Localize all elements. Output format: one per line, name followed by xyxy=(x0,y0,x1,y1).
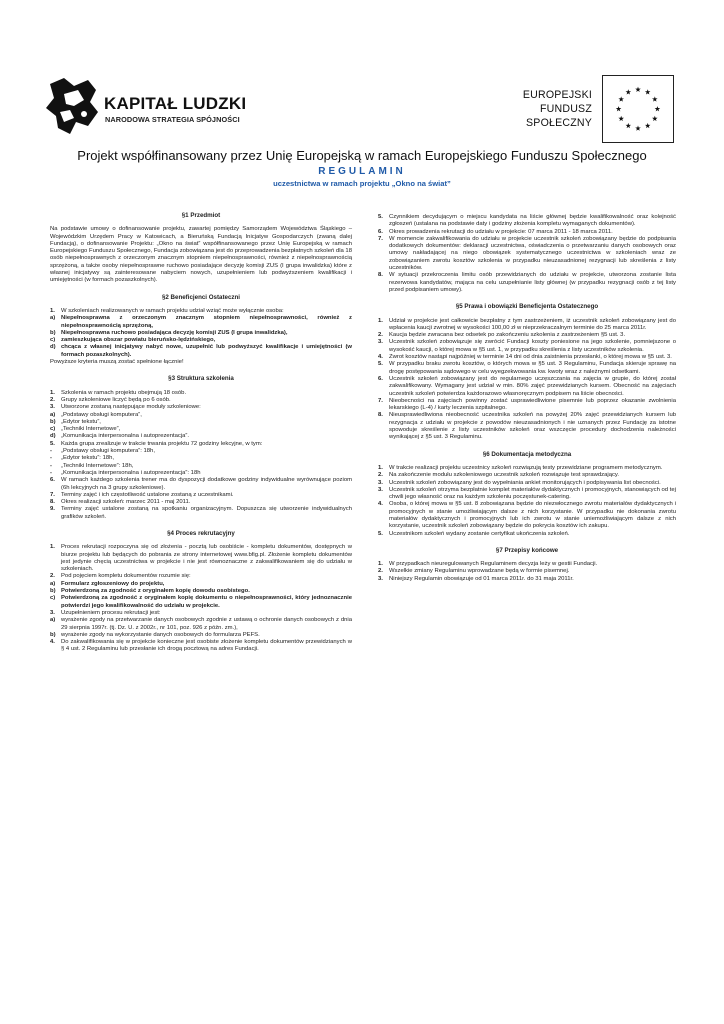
list-item-number: 5. xyxy=(378,214,383,220)
list-item-number: 1. xyxy=(50,544,55,551)
list-item-number: 6. xyxy=(50,477,55,484)
list-item-text: Potwierdzoną za zgodność z oryginałem kopię dokumentu o niepełnosprawności, który jednoznacznie potwierdzi jego kwalifikowalność do udziału w projekcie. xyxy=(61,595,352,609)
kapital-ludzki-subtitle: NARODOWA STRATEGIA SPÓJNOŚCI xyxy=(105,115,240,124)
list-item xyxy=(50,337,352,344)
list-item-number: b) xyxy=(50,588,56,595)
list-item xyxy=(378,465,676,472)
section-2-list xyxy=(50,308,352,359)
list-item xyxy=(50,390,352,397)
list-item-text: Uzupełnieniem procesu rekrutacji jest: xyxy=(61,609,161,616)
list-item xyxy=(50,412,352,419)
list-item xyxy=(50,506,352,521)
list-item xyxy=(378,272,676,294)
list-item-text: W przypadku braku zwrotu kosztów, o których mowa w §5 ust. 3 Regulaminu, Fundacja skieruje sprawę na drogę postępowania sądowego w celu wyegzekwowania kw. kwoty wraz z należnymi odsetkami. xyxy=(389,361,676,375)
list-item-number: 8. xyxy=(50,499,55,506)
list-item-number: 1. xyxy=(50,389,55,396)
list-item xyxy=(50,433,352,440)
list-item-number: 3. xyxy=(50,404,55,411)
list-item-number: 2. xyxy=(378,472,383,479)
list-item-number: a) xyxy=(50,315,56,322)
eu-star-icon xyxy=(626,89,632,94)
list-item-text: W trakcie realizacji projektu uczestnicy szkoleń rozwiązują testy przewidziane programem metodycznym. xyxy=(389,464,663,471)
list-item-number: 1. xyxy=(378,317,383,324)
list-item-number: 8. xyxy=(378,412,383,419)
eu-star-icon xyxy=(618,116,624,121)
list-item-text: Uczestnikom szkoleń wydany zostanie certyfikat ukończenia szkoleń. xyxy=(389,530,570,537)
list-item xyxy=(378,229,676,236)
list-item xyxy=(378,480,676,487)
list-item-number: 6. xyxy=(378,228,383,235)
list-item xyxy=(50,588,352,595)
list-item-text: Utworzone zostaną następujące moduły szkoleniowe: xyxy=(61,404,201,411)
list-item-text: wyrażenie zgody na wykorzystanie danych osobowych do formularza PEFS. xyxy=(61,631,260,638)
list-item-text: Okres prowadzenia rekrutacji do udziału w projekcie: 07 marca 2011 - 18 marca 2011. xyxy=(389,228,613,235)
section-title-2: §2 Beneficjenci Ostateczni xyxy=(161,293,241,301)
list-item xyxy=(378,531,676,538)
list-item-text: Do zakwalifikowania się w projekcie konieczne jest osobiste złożenie kompletu dokumentów przewidzianych w § 4 ust. 2 Regulaminu lub przesłanie ich drogą pocztową na adres Fundacji. xyxy=(61,639,352,653)
list-item-text: zamieszkująca obszar powiatu bieruńsko-lędzińskiego, xyxy=(61,337,216,344)
section-title-4: §4 Proces rekrutacyjny xyxy=(167,529,235,537)
list-item xyxy=(378,568,676,575)
eu-star-icon xyxy=(652,116,658,121)
list-item xyxy=(50,308,352,315)
list-item xyxy=(50,330,352,337)
list-item-number: c) xyxy=(50,595,56,602)
eu-star-icon xyxy=(635,126,641,131)
list-item-text: Potwierdzoną za zgodność z oryginałem kopię dowodu osobistego. xyxy=(61,588,250,595)
list-item xyxy=(50,441,352,448)
eu-star-icon xyxy=(652,96,658,101)
list-item xyxy=(378,398,676,413)
eu-star-icon xyxy=(645,123,651,128)
left-column xyxy=(50,212,352,654)
list-item-text: Proces rekrutacji rozpoczyna się od złożenia - pocztą lub osobiście - kompletu dokumentów, dostępnych w biurze projektu lub będących do pobrania ze strony internetowej www.bfig.pl. Złożenie kompletu dokumentów jest jedynie chęcią uczestnictwa w projekcie i nie jest równoznaczne z zakwalifikowaniem się do udziału w szkoleniach. xyxy=(61,544,352,573)
list-item xyxy=(50,492,352,499)
list-item-number: 3. xyxy=(378,339,383,346)
list-item-number: b) xyxy=(50,418,56,425)
list-item xyxy=(378,236,676,272)
list-item-text: wyrażenie zgody na przetwarzanie danych osobowych zgodnie z ustawą o ochronie danych osobowych z dnia 29 sierpnia 1997r. (tj. Dz. U. z 2002r., nr 101, poz. 926 z późn. zm.), xyxy=(61,617,352,631)
section-7-list xyxy=(378,561,676,583)
list-item-number: c) xyxy=(50,426,56,433)
list-item xyxy=(378,339,676,354)
list-item-number: a) xyxy=(50,580,56,587)
eu-flag-icon xyxy=(602,75,674,143)
list-item xyxy=(50,632,352,639)
list-item-text: „Podstawy obsługi komputera”: 18h, xyxy=(61,448,155,455)
list-item xyxy=(50,617,352,632)
list-item-number: c) xyxy=(50,337,56,344)
efs-line-2: FUNDUSZ SPOŁECZNY xyxy=(526,103,592,129)
list-item xyxy=(378,361,676,376)
list-item-text: Okres realizacji szkoleń: marzec 2011 - maj 2011. xyxy=(61,499,191,506)
list-item-text: Nieobecności na zajęciach powinny zostać usprawiedliwione pisemnie lub poprzez okazanie zwolnienia lekarskiego (L-4) / karty leczenia szpitalnego. xyxy=(389,397,676,412)
list-item-text: „Edytor tekstu”: 18h, xyxy=(61,455,115,462)
list-item-number: 5. xyxy=(50,440,55,447)
eu-star-icon xyxy=(626,123,632,128)
list-item-number: a) xyxy=(50,617,56,624)
list-item xyxy=(378,318,676,333)
list-item-text: Na zakończenie modułu szkoleniowego uczestnik szkoleń rozwiązuje test sprawdzający. xyxy=(389,472,620,479)
list-item-text: Czynnikiem decydującym o miejscu kandydata na liście głównej będzie kwalifikowalność oraz kolejność zgłoszeń (ustalana na podstawie daty i godziny złożenia kompletu wymaganych dokumentów). xyxy=(389,214,676,228)
list-item xyxy=(50,448,352,455)
list-item-text: Osoba, o której mowa w §5 ust. 8 zobowiązana będzie do niezwłocznego zwrotu materiałów dydaktycznych i promocyjnych w stanie umożliwiającym dalsze z nich korzystanie. W przypadku nie dokonania zwrotu materiałów dydaktycznych i promocyjnych lub ich zwrotu w stanie uniemożliwiającym dalsze z nich korzystanie, uczestnik szkoleń zobowiązany będzie do pokrycia kosztów ich zakupu. xyxy=(389,501,676,530)
list-item-text: Zwrot kosztów nastąpi najpóźniej w terminie 14 dni od dnia zaistnienia przesłanki, o której mowa w §5 ust. 3. xyxy=(389,354,672,361)
list-item-number: 2. xyxy=(378,568,383,575)
section-5-list xyxy=(378,318,676,442)
list-item-number: 7. xyxy=(50,491,55,498)
list-item-text: „Techniki Internetowe”, xyxy=(61,426,121,433)
list-item-number: 7. xyxy=(378,397,383,404)
list-item xyxy=(50,499,352,506)
list-item-text: Kaucja będzie zwracana bez odsetek po zakończeniu szkolenia z zastrzeżeniem §5 ust. 3. xyxy=(389,332,626,339)
list-item xyxy=(378,487,676,502)
list-item-number: 3. xyxy=(378,575,383,582)
list-item-text: Formularz zgłoszeniowy do projektu, xyxy=(61,580,165,587)
section-6-list xyxy=(378,465,676,538)
kapital-ludzki-emblem-icon xyxy=(44,76,100,138)
eu-star-icon xyxy=(618,96,624,101)
eu-star-icon xyxy=(616,106,622,111)
list-item-text: W przypadkach nieuregulowanych Regulaminem decyzja leży w gestii Fundacji. xyxy=(389,561,598,568)
list-item xyxy=(50,595,352,610)
list-item xyxy=(50,639,352,654)
list-item-text: Uczestnik szkoleń zobowiązany jest do regularnego uczęszczania na zajęcia w grupie, do której został zakwalifikowany. Wymagany jest udział w min. 80% zajęć przewidzianych kursem. Obecność na zajęciach uczestnik szkoleń potwierdza każdorazowo własnoręcznym podpisem na liście obecności. xyxy=(389,375,676,397)
list-item-number: 1. xyxy=(378,561,383,568)
section-2-footer: Powyższe kryteria muszą zostać spełnione łącznie! xyxy=(50,359,184,366)
list-item xyxy=(378,576,676,583)
efs-logo xyxy=(506,75,674,143)
list-item-text: W sytuacji przekroczenia limitu osób przewidzianych do udziału w projekcie, utworzona zostanie lista rezerwowa kandydatów, mająca na celu uzupełnianie listy głównej (w przypadku rezygnacji osób z tej listy przed podpisaniem umowy). xyxy=(389,272,676,293)
list-item xyxy=(378,501,676,530)
list-item xyxy=(378,214,676,229)
kapital-ludzki-title: KAPITAŁ LUDZKI xyxy=(104,94,247,113)
list-item-number: b) xyxy=(50,329,56,336)
list-item-number: 2. xyxy=(378,332,383,339)
list-item xyxy=(50,581,352,588)
list-item-text: „Podstawy obsługi komputera”, xyxy=(61,411,142,418)
list-item-text: Nieusprawiedliwiona nieobecność uczestnika szkoleń na powyżej 20% zajęć przewidzianych kursem lub rezygnacja z udziału w projekcie z powodów nieuzasadnionych i nie uznanych przez Fundację za istotne spowoduje skreślenie z listy uczestników szkoleń oraz wszczęcie procedury dochodzenia należności wynikającej z §5 ust. 3 Regulaminu. xyxy=(389,412,676,441)
list-item xyxy=(50,477,352,492)
list-item xyxy=(50,573,352,580)
list-item-text: Uczestnik szkoleń zobowiązany jest do wypełniania ankiet monitorujących i podpisywania list obecności. xyxy=(389,479,661,486)
section-title-7: §7 Przepisy końcowe xyxy=(495,546,559,554)
list-item xyxy=(50,315,352,330)
list-item-number: - xyxy=(50,455,52,462)
list-item-number: 5. xyxy=(378,361,383,368)
list-item-text: Szkolenia w ramach projektu obejmują 18 osób. xyxy=(61,389,187,396)
list-item xyxy=(50,426,352,433)
list-item-number: b) xyxy=(50,631,56,638)
eu-star-icon xyxy=(635,87,641,92)
list-item-number: 9. xyxy=(50,506,55,513)
list-item-number: 1. xyxy=(378,464,383,471)
list-item-text: Terminy zajęć i ich częstotliwość ustalone zostaną z uczestnikami. xyxy=(61,491,234,498)
list-item-number: 6. xyxy=(378,375,383,382)
list-item xyxy=(378,376,676,398)
list-item-text: „Edytor tekstu”, xyxy=(61,418,101,425)
list-item-number: 4. xyxy=(50,639,55,646)
section-1-text: Na podstawie umowy o dofinansowanie projektu, zawartej pomiędzy Samorządem Województwa Śląskiego – Wojewódzkim Urzędem Pracy w Katowicach, a Bieruńską Fundacją Inicjatyw Gospodarczych (zwaną dalej Fundacją), o dofinansowanie Projektu: „Okno na świat” współfinansowanego przez Unię Europejską w ramach Europejskiego Funduszu Społecznego, Fundacja zobowiązana jest do przeprowadzenia bezpłatnych szkoleń dla 18 osób niepełnosprawnych z orzeczonym znacznym stopniem niepełnosprawności, również z niepełnosprawnością sprzężoną, a także osoby niepełnosprawne ruchowo posiadające decyzję komisji ZUS (I grupa inwalidzka) które z własnej inicjatywy są zainteresowane nabyciem nowych, uzupełnieniem lub podwyższeniem kwalifikacji i umiejętności (w formach pozaszkolnych). xyxy=(50,226,352,284)
section-title-3: §3 Struktura szkolenia xyxy=(168,375,234,383)
list-item-text: Udział w projekcie jest całkowicie bezpłatny z tym zastrzeżeniem, iż uczestnik szkoleń zobowiązany jest do wpłacenia kaucji zwrotnej w wysokości 100,00 zł w nieprzekraczalnym terminie do 25 marca 2011r. xyxy=(389,317,676,331)
list-item-number: 8. xyxy=(378,272,383,279)
list-item-number: 5. xyxy=(378,530,383,537)
list-item-text: Grupy szkoleniowe liczyć będą po 6 osób. xyxy=(61,396,171,403)
list-item-number: 2. xyxy=(50,396,55,403)
list-item-number: 3. xyxy=(378,486,383,493)
right-column xyxy=(378,214,676,583)
list-item-text: Terminy zajęć ustalone zostaną na spotkaniu organizacyjnym. Dopuszcza się utworzenie indywidualnych grafików szkoleń. xyxy=(61,506,352,520)
list-item-text: Niepełnosprawna ruchowo posiadająca decyzję komisji ZUS (I grupa inwalidzka), xyxy=(61,329,288,336)
list-item-text: „Komunikacja interpersonalna i autoprezentacja”: 18h xyxy=(61,469,201,476)
list-item-text: „Komunikacja interpersonalna i autoprezentacja”. xyxy=(61,433,190,440)
list-item-number: 7. xyxy=(378,235,383,242)
section-title-5: §5 Prawa i obowiązki Beneficjenta Ostatecznego xyxy=(455,303,599,311)
list-item xyxy=(50,470,352,477)
list-item-text: Każda grupa zrealizuje w trakcie trwania projektu 72 godziny lekcyjne, w tym: xyxy=(61,440,263,447)
list-item-text: Niepełnosprawna z orzeczonym znacznym stopniem niepełnosprawności, również z niepełnosprawnością sprzężoną, xyxy=(61,315,352,329)
section-4-list-part-1 xyxy=(50,544,352,653)
list-item xyxy=(378,561,676,568)
list-item-number: 3. xyxy=(378,479,383,486)
list-item xyxy=(50,419,352,426)
section-title-6: §6 Dokumentacja metodyczna xyxy=(482,450,572,458)
list-item xyxy=(378,332,676,339)
project-title: Projekt współfinansowany przez Unię Europejską w ramach Europejskiego Funduszu Społecznego xyxy=(77,148,647,163)
eu-star-icon xyxy=(655,106,661,111)
list-item xyxy=(50,455,352,462)
list-item xyxy=(50,610,352,617)
list-item-text: Uczestnik szkoleń otrzyma bezpłatnie komplet materiałów dydaktycznych i promocyjnych, stanowiących od tej chwili jego własność oraz na każdym szkoleniu poczęstunek-catering. xyxy=(389,486,676,501)
list-item-text: W ramach każdego szkolenia trener ma do dyspozycji dodatkowe godziny indywidualne wyrównujące poziom (6h lekcyjnych na 3 grupy szkoleniowe). xyxy=(61,477,352,491)
list-item-text: chcąca z własnej inicjatywy nabyć nowe, uzupełnić lub podwyższyć kwalifikacje i umiejętności (w formach pozaszkolnych). xyxy=(61,344,352,358)
list-item-number: 4. xyxy=(378,354,383,361)
list-item-text: Uczestnik szkoleń zobowiązuje się zwrócić Fundacji koszty poniesione na jego szkolenie, pomniejszone o wysokość kaucji, o której mowa w §5 ust. 1, w przypadku skreślenia z listy uczestników szkolenia. xyxy=(389,339,676,353)
list-item-number: 3. xyxy=(50,609,55,616)
list-item-number: 1. xyxy=(50,307,55,314)
list-item-number: 4. xyxy=(378,501,383,508)
list-item xyxy=(50,463,352,470)
eu-star-icon xyxy=(645,89,651,94)
list-item-number: - xyxy=(50,448,52,455)
section-title-1: §1 Przedmiot xyxy=(181,212,221,219)
efs-line-1: EUROPEJSKI xyxy=(522,89,592,101)
list-item xyxy=(378,354,676,361)
regulamin-title: REGULAMIN xyxy=(318,166,406,177)
list-item xyxy=(378,412,676,441)
list-item-text: Wszelkie zmiany Regulaminu wprowadzane będą w formie pisemnej. xyxy=(389,568,570,575)
list-item xyxy=(50,344,352,359)
efs-text xyxy=(506,88,592,130)
list-item-number: 2. xyxy=(50,573,55,580)
regulamin-subtitle: uczestnictwa w ramach projektu „Okno na świat” xyxy=(273,179,451,188)
list-item-text: „Techniki Internetowe”: 18h, xyxy=(61,462,134,469)
list-item xyxy=(50,544,352,573)
kapital-ludzki-logo xyxy=(44,76,254,142)
section-4-list-part-2 xyxy=(378,214,676,294)
list-item-number: a) xyxy=(50,411,56,418)
list-item-text: Niniejszy Regulamin obowiązuje od 01 marca 2011r. do 31 maja 2011r. xyxy=(389,575,574,582)
list-item-number: - xyxy=(50,469,52,476)
list-item xyxy=(50,397,352,404)
list-item-number: - xyxy=(50,462,52,469)
list-item-text: W szkoleniach realizowanych w ramach projektu udział wziąć może wyłącznie osoba: xyxy=(61,307,284,314)
list-item xyxy=(50,404,352,411)
list-item xyxy=(378,472,676,479)
list-item-number: d) xyxy=(50,433,56,440)
section-3-list xyxy=(50,390,352,521)
list-item-text: Pod pojęciem kompletu dokumentów rozumie się: xyxy=(61,573,191,580)
list-item-text: W momencie zakwalifikowania do udziału w projekcie uczestnik szkoleń zobowiązany będzie do podpisania dodatkowych dokumentów: deklaracji uczestnictwa, oświadczenia o przetwarzaniu danych osobowych oraz umowy nakładającej na niego obowiązek systematycznego uczestnictwa w szkoleniach wraz ze zobowiązaniem zwrotu kosztów szkolenia w przypadku nieuzasadnionej rezygnacji lub skreślenia z listy uczestników. xyxy=(389,235,676,272)
list-item-number: d) xyxy=(50,344,56,351)
